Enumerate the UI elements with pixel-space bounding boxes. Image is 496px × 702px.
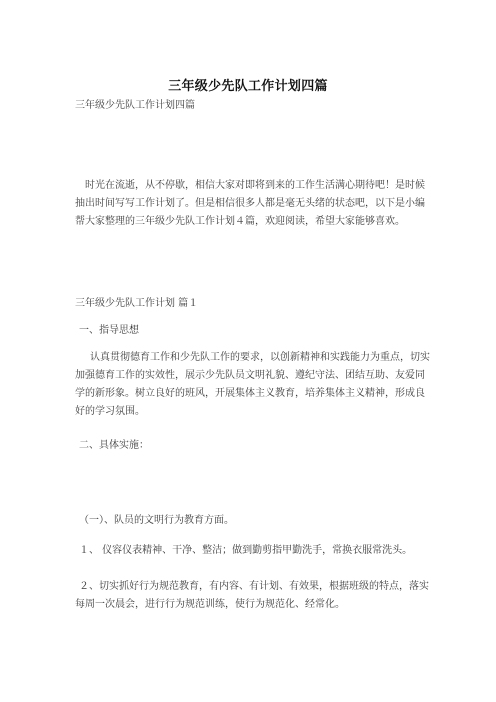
document-subtitle: 三年级少先队工作计划四篇 xyxy=(75,100,195,111)
intro-line: 帮大家整理的三年级少先队工作计划４篇，欢迎阅读，希望大家能够喜欢。 xyxy=(75,216,405,227)
intro-line: 时光在流逝，从不停歇，相信大家对即将到来的工作生活满心期待吧！是时候 xyxy=(85,180,425,191)
list-item-line: ２、切实抓好行为规范教育，有内容、有计划、有效果，根据班级的特点，落实 xyxy=(79,581,429,592)
heading-guiding-ideology: 一、指导思想 xyxy=(79,325,139,336)
guiding-paragraph xyxy=(75,349,430,421)
intro-paragraph xyxy=(75,177,425,231)
guiding-line: 认真贯彻德育工作和少先队工作的要求，以创新精神和实践能力为重点，切实 xyxy=(90,352,430,363)
subheading-civility: （一）、队员的文明行为教育方面。 xyxy=(79,515,234,526)
list-item xyxy=(75,578,429,614)
document-title: 三年级少先队工作计划四篇 xyxy=(168,79,328,94)
section-heading: 三年级少先队工作计划 篇１ xyxy=(75,298,199,309)
list-item-line: 每周一次晨会，进行行为规范训练，使行为规范化、经常化。 xyxy=(75,599,345,610)
guiding-line: 学的新形象。树立良好的班风，开展集体主义教育，培养集体主义精神，形成良 xyxy=(75,388,425,399)
intro-line: 抽出时间写写工作计划了。但是相信很多人都是毫无头绪的状态吧，以下是小编 xyxy=(75,198,425,209)
guiding-line: 加强德育工作的实效性，展示少先队员文明礼貌、遵纪守法、团结互助、友爱同 xyxy=(75,370,425,381)
heading-implementation: 二、具体实施： xyxy=(79,440,149,451)
list-item: １、 仪容仪表精神、干净、整洁；做到勤剪指甲勤洗手，常换衣服常洗头。 xyxy=(79,545,413,556)
guiding-line: 好的学习氛围。 xyxy=(75,406,145,417)
